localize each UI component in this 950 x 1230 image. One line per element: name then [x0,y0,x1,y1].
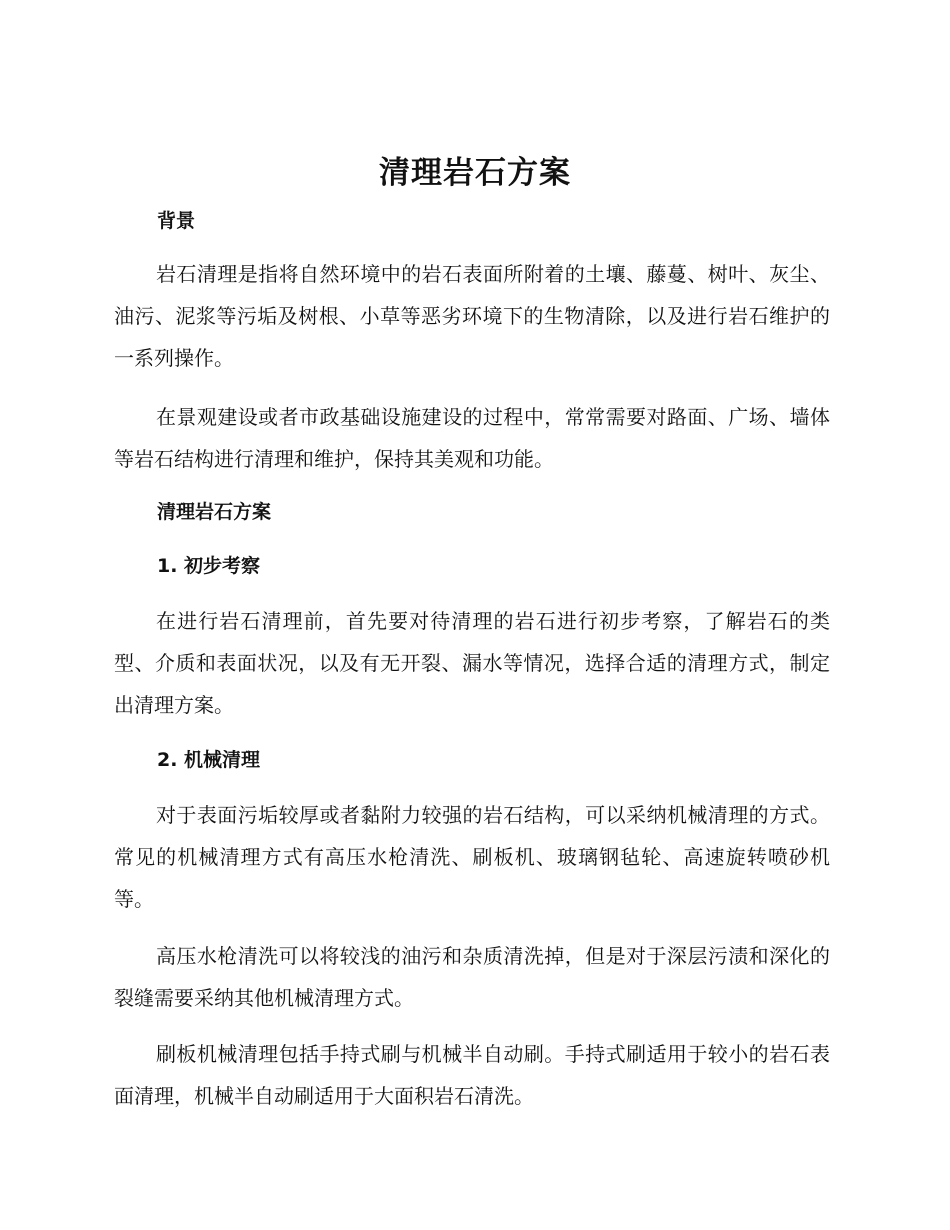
section-heading-background: 背景 [157,210,196,232]
paragraph-rock-cleaning-definition: 岩石清理是指将自然环境中的岩石表面所附着的土壤、藤蔓、树叶、灰尘、油污、泥浆等污垢及树根、小草等恶劣环境下的生物清除，以及进行岩石维护的一系列操作。 [114,262,830,370]
section-heading-preliminary-survey: 1. 初步考察 [157,555,261,577]
paragraph-preliminary-survey: 在进行岩石清理前，首先要对待清理的岩石进行初步考察，了解岩石的类型、介质和表面状况，以及有无开裂、漏水等情况，选择合适的清理方式，制定出清理方案。 [114,609,830,717]
section-heading-plan: 清理岩石方案 [157,501,272,523]
section-heading-mechanical-cleaning: 2. 机械清理 [157,749,261,771]
paragraph-mechanical-cleaning: 对于表面污垢较厚或者黏附力较强的岩石结构，可以采纳机械清理的方式。常见的机械清理方式有高压水枪清洗、刷板机、玻璃钢毡轮、高速旋转喷砂机等。 [114,803,830,911]
paragraph-high-pressure-water: 高压水枪清洗可以将较浅的油污和杂质清洗掉，但是对于深层污渍和深化的裂缝需要采纳其他机械清理方式。 [114,944,830,1010]
document-title: 清理岩石方案 [379,155,571,191]
paragraph-brush-cleaning: 刷板机械清理包括手持式刷与机械半自动刷。手持式刷适用于较小的岩石表面清理，机械半自动刷适用于大面积岩石清洗。 [114,1042,830,1108]
paragraph-construction-context: 在景观建设或者市政基础设施建设的过程中，常常需要对路面、广场、墙体等岩石结构进行清理和维护，保持其美观和功能。 [114,405,830,471]
